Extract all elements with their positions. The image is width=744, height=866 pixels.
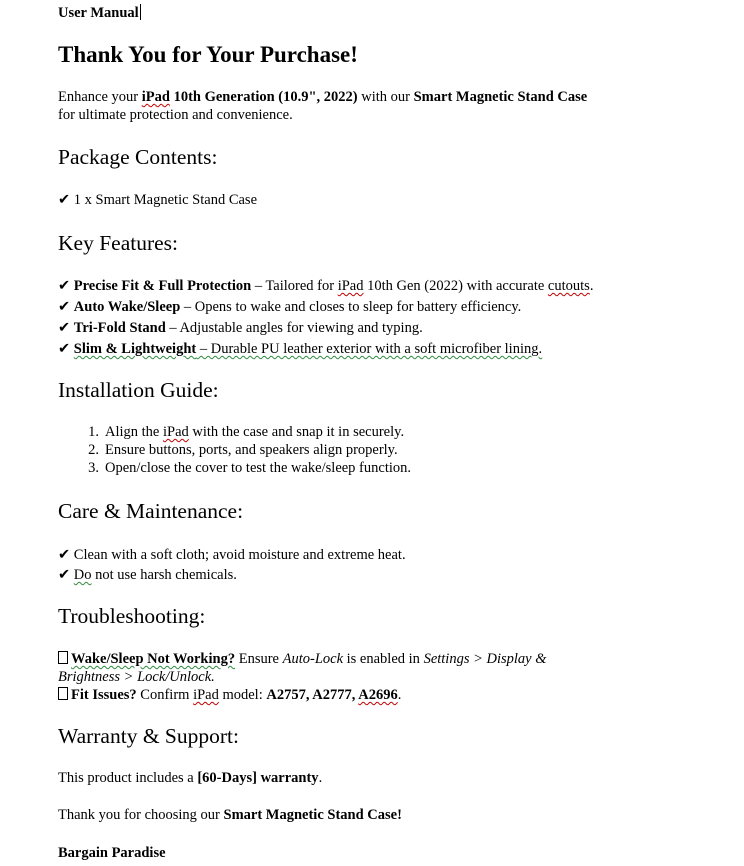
trouble-text-2: is enabled in [343,651,424,667]
warranty-term: [60-Days] warranty [197,770,319,786]
trouble-line-2 [58,668,215,686]
feature-title: Precise Fit & Full Protection [73,278,252,294]
step-text: Align the [105,424,163,440]
step-ipad: iPad [163,424,189,440]
trouble-end: . [397,687,402,703]
step-text: Ensure buttons, ports, and speakers align properly. [105,442,398,458]
feature-item-3 [58,319,423,337]
trouble-line-3 [58,686,401,704]
install-step-1 [88,423,411,441]
intro-ipad: iPad [141,89,170,105]
step-text: Open/close the cover to test the wake/sleep function. [105,460,412,476]
thanks-text: Thank you for choosing our [58,807,224,823]
care-text: not use harsh chemicals. [91,567,237,583]
step-text-rest: with the case and snap it in securely. [188,424,405,440]
warranty-line [58,769,322,787]
check-icon: ✔ [58,299,71,315]
feature-cutouts: cutouts [547,278,590,294]
trouble-models: A2757, A2777, [266,687,359,703]
thanks-product: Smart Magnetic Stand Case! [223,807,402,823]
trouble-text: Confirm [136,687,194,703]
feature-end: . [589,278,594,294]
doc-title [58,4,141,22]
step-number: 2. [88,442,99,458]
install-step-3 [88,459,412,477]
trouble-model-a2696: A2696 [358,687,398,703]
heading-package: Package Contents: [58,145,218,169]
feature-text-rest: 10th Gen (2022) with accurate [363,278,548,294]
heading-care: Care & Maintenance: [58,499,244,523]
intro-line-1 [58,88,587,106]
feature-text: – Durable PU leather exterior with a soft microfiber lining. [196,341,543,357]
heading-warranty: Warranty & Support: [58,724,239,748]
trouble-line-1 [58,650,547,668]
step-number: 1. [88,424,99,440]
check-icon: ✔ [58,278,71,294]
intro-text: Enhance your [58,89,142,105]
text-cursor [140,4,142,20]
feature-title: Slim & Lightweight [73,341,197,357]
feature-title: Auto Wake/Sleep [73,299,181,315]
feature-text: – Tailored for [251,278,338,294]
heading-trouble: Troubleshooting: [58,604,206,628]
trouble-text: Ensure [235,651,283,667]
install-step-2 [88,441,411,459]
feature-item-4 [58,340,542,358]
trouble-q2: Fit Issues? [71,687,137,703]
install-steps [88,423,412,477]
feature-ipad: iPad [337,278,364,294]
warranty-end: . [318,770,323,786]
check-icon: ✔ [58,320,71,336]
warranty-text: This product includes a [58,770,198,786]
trouble-model: model: [218,687,267,703]
missing-glyph-icon [58,687,68,700]
check-icon: ✔ [58,567,74,583]
missing-glyph-icon [58,651,68,664]
heading-thanks: Thank You for Your Purchase! [58,42,358,67]
intro-line-2: for ultimate protection and convenience. [58,107,293,123]
care-item-1: ✔ Clean with a soft cloth; avoid moisture and extreme heat. [58,547,406,563]
trouble-q1: Wake/Sleep Not Working? [71,651,236,667]
feature-item-2 [58,298,521,316]
thanks-line [58,806,402,824]
care-do: Do [73,567,92,583]
package-item: ✔ 1 x Smart Magnetic Stand Case [58,192,258,208]
heading-install: Installation Guide: [58,378,219,402]
feature-title: Tri-Fold Stand [73,320,166,336]
doc-title-text: User Manual [58,5,139,21]
trouble-autolock: Auto-Lock [282,651,344,667]
feature-text: – Adjustable angles for viewing and typing. [165,320,423,336]
intro-with: with our [357,89,414,105]
intro-gen: 10th Generation (10.9", 2022) [169,89,358,105]
signature: Bargain Paradise [58,845,166,861]
trouble-ipad: iPad [193,687,219,703]
care-item-2 [58,566,237,584]
trouble-settings: Settings > Display & [423,651,547,667]
trouble-brightness: Brightness > Lock/Unlock. [58,669,215,685]
check-icon: ✔ [58,341,71,357]
feature-item-1 [58,277,593,295]
heading-features: Key Features: [58,231,179,255]
step-number: 3. [88,460,99,476]
feature-text: – Opens to wake and closes to sleep for battery efficiency. [180,299,522,315]
intro-product: Smart Magnetic Stand Case [413,89,588,105]
